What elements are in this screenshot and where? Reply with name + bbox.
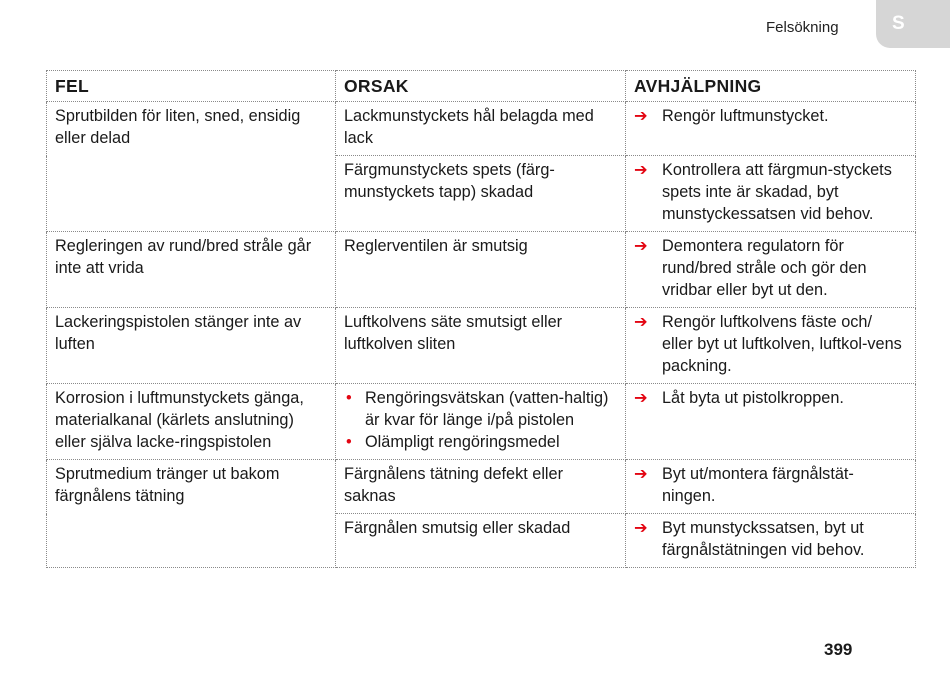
fault-cell: Sprutmedium tränger ut bakom färgnålens tätning [47,460,336,568]
remedy-text: Byt ut/montera färgnålstät-ningen. [662,465,854,505]
fault-cell: Regleringen av rund/bred stråle går inte att vrida [47,232,336,308]
remedy-text: Demontera regulatorn för rund/bred stråle och gör den vridbar eller byt ut den. [662,237,867,299]
cause-item-text: Olämpligt rengöringsmedel [365,433,560,451]
remedy-text: Rengör luftkolvens fäste och/ eller byt ut luftkolven, luftkol-vens packning. [662,313,902,375]
cause-cell: Färgnålen smutsig eller skadad [336,514,626,568]
remedy-cell [626,156,916,232]
table-row [47,102,916,156]
arrow-right-icon: ➔ [634,465,648,483]
cause-cell: Färgnålens tätning defekt eller saknas [336,460,626,514]
troubleshooting-table [46,70,916,568]
fault-cell: Korrosion i luftmunstyckets gänga, materialkanal (kärlets anslutning) eller själva lacke-ringspistolen [47,384,336,460]
remedy-cell [626,514,916,568]
remedy-cell [626,384,916,460]
fault-cell: Lackeringspistolen stänger inte av luften [47,308,336,384]
arrow-right-icon: ➔ [634,161,648,179]
bullet-icon: • [346,433,352,451]
arrow-right-icon: ➔ [634,519,648,537]
arrow-right-icon: ➔ [634,313,648,331]
remedy-cell [626,308,916,384]
cause-cell [336,384,626,460]
arrow-right-icon: ➔ [634,107,648,125]
table-row [47,308,916,384]
remedy-text: Kontrollera att färgmun-styckets spets inte är skadad, byt munstyckessatsen vid behov. [662,161,892,223]
page-number: 399 [824,640,853,659]
column-header-cause: ORSAK [336,71,626,102]
remedy-text: Rengör luftmunstycket. [662,107,829,125]
table-row [47,384,916,460]
remedy-text: Låt byta ut pistolkroppen. [662,389,844,407]
arrow-right-icon: ➔ [634,389,648,407]
tab-letter: S [892,13,905,34]
cause-cell: Reglerventilen är smutsig [336,232,626,308]
table-header-row [47,71,916,102]
bullet-icon: • [346,389,352,407]
table-row [47,232,916,308]
cause-cell: Färgmunstyckets spets (färg-munstyckets tapp) skadad [336,156,626,232]
arrow-right-icon: ➔ [634,237,648,255]
column-header-fault: FEL [47,71,336,102]
cause-list-item [344,387,617,431]
cause-list [344,387,617,453]
cause-cell: Lackmunstyckets hål belagda med lack [336,102,626,156]
remedy-text: Byt munstyckssatsen, byt ut färgnålstätningen vid behov. [662,519,865,559]
column-header-remedy: AVHJÄLPNING [626,71,916,102]
table-row [47,460,916,514]
cause-cell: Luftkolvens säte smutsigt eller luftkolven sliten [336,308,626,384]
remedy-cell [626,102,916,156]
cause-list-item [344,431,617,453]
section-tab [876,0,950,48]
cause-item-text: Rengöringsvätskan (vatten-haltig) är kvar för länge i/på pistolen [365,389,609,429]
remedy-cell [626,460,916,514]
remedy-cell [626,232,916,308]
section-title: Felsökning [766,19,839,36]
fault-cell: Sprutbilden för liten, sned, ensidig eller delad [47,102,336,232]
